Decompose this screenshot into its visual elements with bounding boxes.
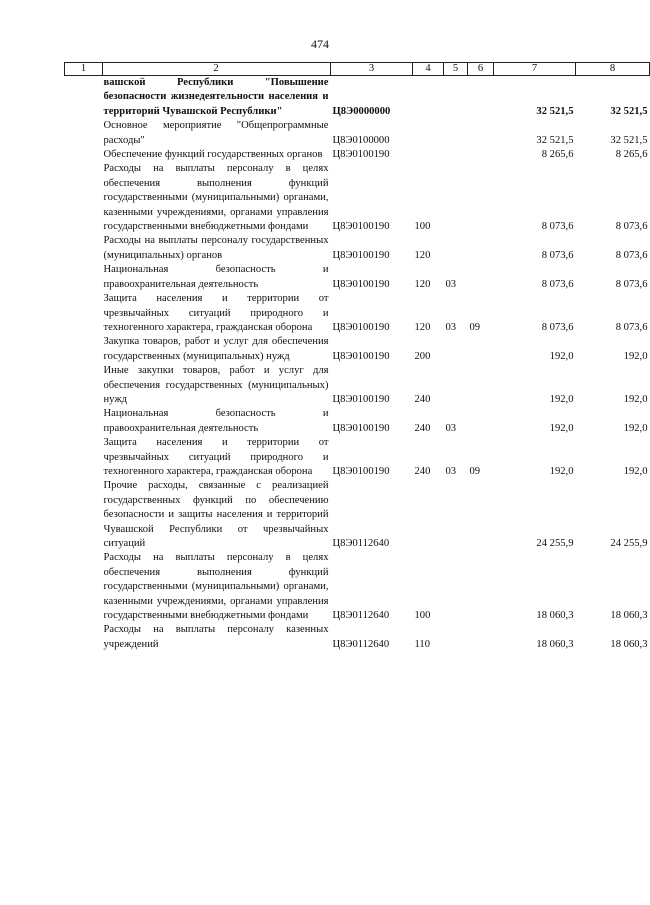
- cell-csr: Ц8Э0100190: [332, 221, 390, 233]
- cell-vr: 120: [414, 278, 431, 290]
- cell-rz: [444, 364, 468, 407]
- cell-vr: [413, 119, 444, 148]
- budget-table: [101, 62, 650, 652]
- cell-vr: 200: [414, 350, 431, 362]
- cell-csr: Ц8Э0100190: [332, 149, 390, 161]
- cell-sum1: 8 073,6: [541, 321, 574, 333]
- cell-name: Расходы на выплаты персоналу государственных (муниципальных) органов: [103, 235, 329, 261]
- cell-pr: 09: [469, 465, 481, 477]
- cell-pr: [468, 364, 494, 407]
- cell-name: Национальная безопасность и правоохранительная деятельность: [103, 264, 329, 290]
- cell-name: Прочие расходы, связанные с реализацией государственных функций по обеспечению безопасности и защиты населения и территорий Чувашской Республики от чрезвычайных ситуаций: [103, 480, 329, 549]
- table-row: [102, 436, 650, 479]
- table-row: [102, 551, 650, 623]
- cell-sum2: 18 060,3: [610, 638, 648, 650]
- cell-csr: Ц8Э0000000: [332, 105, 391, 117]
- cell-sum2: 24 255,9: [610, 538, 648, 549]
- cell-pr: [468, 119, 494, 148]
- table-row: [102, 623, 650, 652]
- cell-sum1: 192,0: [549, 350, 574, 362]
- cell-sum2: 32 521,5: [610, 105, 648, 117]
- cell-sum2: 8 265,6: [615, 149, 648, 161]
- cell-sum1: 192,0: [549, 393, 574, 405]
- cell-csr: Ц8Э0100190: [332, 422, 390, 434]
- cell-sum2: 8 073,6: [615, 321, 648, 333]
- cell-rz: 03: [445, 422, 457, 434]
- cell-name: Расходы на выплаты персоналу в целях обеспечения выполнения функций государственными (муниципальными) органами, казенными учреждениями, органами управления государственными внебюджетными фондами: [103, 163, 329, 233]
- cell-pr: [468, 234, 494, 263]
- cell-sum2: 192,0: [623, 393, 648, 405]
- cell-vr: 100: [414, 610, 431, 622]
- cell-csr: Ц8Э0100190: [332, 278, 390, 290]
- cell-vr: [413, 76, 444, 120]
- cell-sum1: 32 521,5: [536, 105, 574, 117]
- cell-name: Основное мероприятие "Общепрограммные расходы": [103, 120, 329, 146]
- cell-rz: [444, 479, 468, 551]
- cell-csr: Ц8Э0112640: [332, 610, 390, 622]
- cell-sum2: 192,0: [623, 422, 648, 434]
- cell-csr: Ц8Э0100190: [332, 393, 390, 405]
- cell-csr: Ц8Э0100190: [332, 465, 390, 477]
- page-number: 474: [311, 37, 329, 51]
- cell-name: Защита населения и территории от чрезвычайных ситуаций природного и техногенного характера, гражданская оборона: [103, 437, 329, 477]
- table-row: [102, 234, 650, 263]
- header-cell-csr: 3: [331, 63, 413, 76]
- cell-rz: [444, 148, 468, 162]
- cell-csr: Ц8Э0100000: [332, 134, 390, 146]
- table-row: [102, 364, 650, 407]
- cell-pr: [468, 335, 494, 364]
- table-row: [102, 119, 650, 148]
- header-cell-name: 2: [102, 63, 331, 76]
- cell-name: вашской Республики "Повышение безопасности жизнедеятельности населения и территорий Чувашской Республики": [103, 77, 329, 117]
- table-row: [102, 335, 650, 364]
- cell-vr: 100: [414, 221, 431, 233]
- table-row: [102, 162, 650, 234]
- cell-rz: 03: [445, 321, 457, 333]
- cell-rz: [444, 335, 468, 364]
- cell-name: Обеспечение функций государственных органов: [103, 149, 323, 161]
- cell-name: Расходы на выплаты персоналу казенных учреждений: [103, 624, 329, 650]
- cell-pr: 09: [469, 321, 481, 333]
- cell-sum2: 32 521,5: [610, 134, 648, 146]
- table-row: [102, 479, 650, 551]
- header-cell-index: 1: [64, 62, 103, 76]
- cell-sum2: 8 073,6: [615, 221, 648, 233]
- cell-rz: [444, 551, 468, 623]
- cell-pr: [468, 551, 494, 623]
- cell-rz: [444, 162, 468, 234]
- header-cell-pr: 6: [468, 63, 494, 76]
- cell-sum1: 8 073,6: [541, 221, 574, 233]
- cell-pr: [468, 76, 494, 120]
- cell-vr: [413, 148, 444, 162]
- cell-sum2: 192,0: [623, 350, 648, 362]
- cell-name: Национальная безопасность и правоохранительная деятельность: [103, 408, 329, 434]
- cell-pr: [468, 263, 494, 292]
- cell-pr: [468, 162, 494, 234]
- header-cell-rz: 5: [444, 63, 468, 76]
- table-row: [102, 263, 650, 292]
- cell-vr: 240: [414, 465, 431, 477]
- cell-vr: 120: [414, 321, 431, 333]
- cell-name: Защита населения и территории от чрезвычайных ситуаций природного и техногенного характера, гражданская оборона: [103, 293, 329, 333]
- cell-vr: 120: [414, 249, 431, 261]
- cell-csr: Ц8Э0112640: [332, 638, 390, 650]
- cell-name: Расходы на выплаты персоналу в целях обеспечения выполнения функций государственными (муниципальными) органами, казенными учреждениями, органами управления государственными внебюджетными фондами: [103, 552, 329, 622]
- cell-pr: [468, 479, 494, 551]
- cell-pr: [468, 148, 494, 162]
- cell-pr: [468, 623, 494, 652]
- cell-sum2: 192,0: [623, 465, 648, 477]
- cell-rz: [444, 234, 468, 263]
- table-row: [102, 148, 650, 162]
- cell-sum1: 18 060,3: [536, 610, 574, 622]
- cell-vr: 240: [414, 393, 431, 405]
- cell-sum2: 8 073,6: [615, 249, 648, 261]
- cell-vr: 240: [414, 422, 431, 434]
- cell-rz: [444, 119, 468, 148]
- cell-name: Закупка товаров, работ и услуг для обеспечения государственных (муниципальных) нужд: [103, 336, 329, 362]
- cell-pr: [468, 407, 494, 436]
- header-cell-vr: 4: [413, 63, 444, 76]
- table-row: [102, 407, 650, 436]
- cell-sum1: 8 073,6: [541, 278, 574, 290]
- cell-sum1: 8 073,6: [541, 249, 574, 261]
- cell-sum1: 192,0: [549, 465, 574, 477]
- table-header-row: [102, 63, 650, 76]
- cell-sum1: 192,0: [549, 422, 574, 434]
- cell-sum1: 18 060,3: [536, 638, 574, 650]
- cell-rz: [444, 76, 468, 120]
- cell-vr: 110: [414, 638, 430, 650]
- cell-rz: 03: [445, 465, 457, 477]
- table-row: [102, 292, 650, 335]
- cell-sum2: 8 073,6: [615, 278, 648, 290]
- cell-sum1: 32 521,5: [536, 134, 574, 146]
- header-cell-sum1: 7: [494, 63, 576, 76]
- cell-csr: Ц8Э0112640: [332, 538, 390, 549]
- cell-vr: [413, 479, 444, 551]
- cell-csr: Ц8Э0100190: [332, 249, 390, 261]
- cell-sum1: 8 265,6: [541, 149, 574, 161]
- cell-rz: 03: [445, 278, 457, 290]
- cell-rz: [444, 623, 468, 652]
- cell-csr: Ц8Э0100190: [332, 321, 390, 333]
- cell-csr: Ц8Э0100190: [332, 350, 390, 362]
- cell-name: Иные закупки товаров, работ и услуг для обеспечения государственных (муниципальных) нужд: [103, 365, 329, 405]
- table-row: [102, 76, 650, 120]
- cell-sum1: 24 255,9: [536, 538, 574, 549]
- header-cell-sum2: 8: [576, 63, 650, 76]
- cell-sum2: 18 060,3: [610, 610, 648, 622]
